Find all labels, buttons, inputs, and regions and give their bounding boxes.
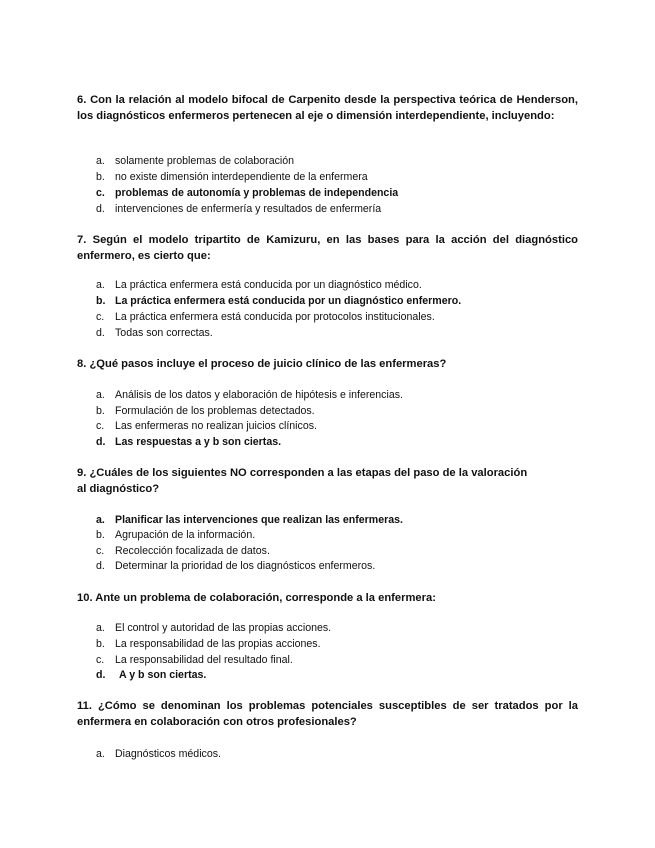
question-10 <box>77 590 578 606</box>
option-7c <box>96 309 435 325</box>
option-letter: a. <box>96 279 105 291</box>
option-text: Determinar la prioridad de los diagnósticos enfermeros. <box>115 560 376 572</box>
option-letter: b. <box>96 295 106 307</box>
option-text: solamente problemas de colaboración <box>115 155 295 167</box>
option-8b <box>96 403 315 419</box>
question-7 <box>77 232 578 264</box>
question-number: 7. <box>77 234 87 246</box>
option-8c <box>96 418 317 434</box>
option-text: Análisis de los datos y elaboración de hipótesis e inferencias. <box>115 389 403 401</box>
option-6c-answer <box>96 185 398 201</box>
question-text: ¿Cómo se denominan los problemas potenciales susceptibles de ser tratados por la enfermera en colaboración con otros profesionales? <box>77 700 579 728</box>
option-text: La responsabilidad del resultado final. <box>115 654 293 666</box>
option-7b-answer <box>96 293 461 309</box>
option-letter: c. <box>96 311 105 323</box>
question-text: Ante un problema de colaboración, corresponde a la enfermera: <box>95 592 436 604</box>
option-letter: c. <box>96 187 105 199</box>
option-text: Agrupación de la información. <box>115 529 256 541</box>
option-text: Todas son correctas. <box>115 327 213 339</box>
option-10b <box>96 636 321 652</box>
question-text: Según el modelo tripartito de Kamizuru, en las bases para la acción del diagnóstico enfermero, es cierto que: <box>77 234 578 262</box>
question-8 <box>77 356 578 372</box>
option-letter: a. <box>96 389 105 401</box>
option-letter: a. <box>96 155 105 167</box>
option-9a-answer <box>96 512 403 528</box>
question-text: Con la relación al modelo bifocal de Carpenito desde la perspectiva teórica de Henderson, los diagnósticos enfermeros pertenecen al eje o dimensión interdependiente, incluyendo: <box>77 94 578 122</box>
option-9c <box>96 543 270 559</box>
question-number: 8. <box>77 358 87 370</box>
option-6a <box>96 153 294 169</box>
question-text: ¿Qué pasos incluye el proceso de juicio clínico de las enfermeras? <box>89 358 447 370</box>
option-7d <box>96 325 213 341</box>
question-6 <box>77 92 578 124</box>
option-letter: d. <box>96 436 106 448</box>
option-text: La responsabilidad de las propias acciones. <box>115 638 321 650</box>
question-11 <box>77 698 578 730</box>
option-text: A y b son ciertas. <box>119 669 207 681</box>
question-text-line2: al diagnóstico? <box>77 483 160 495</box>
option-10a <box>96 620 331 636</box>
option-letter: b. <box>96 529 105 541</box>
option-text: La práctica enfermera está conducida por un diagnóstico médico. <box>115 279 422 291</box>
option-6d <box>96 201 381 217</box>
option-text: El control y autoridad de las propias acciones. <box>115 622 332 634</box>
option-text: Planificar las intervenciones que realizan las enfermeras. <box>115 514 403 526</box>
option-11a <box>96 746 221 762</box>
option-letter: b. <box>96 638 105 650</box>
question-number: 10. <box>77 592 93 604</box>
option-letter: d. <box>96 203 105 215</box>
option-letter: a. <box>96 514 105 526</box>
option-letter: a. <box>96 622 105 634</box>
option-10d-answer <box>96 667 206 683</box>
option-8a <box>96 387 403 403</box>
option-letter: a. <box>96 748 105 760</box>
option-letter: d. <box>96 669 106 681</box>
option-letter: c. <box>96 420 105 432</box>
option-9d <box>96 558 375 574</box>
option-text: problemas de autonomía y problemas de independencia <box>115 187 399 199</box>
option-letter: c. <box>96 654 105 666</box>
question-number: 11. <box>77 700 92 712</box>
question-9-line-1 <box>77 465 578 481</box>
option-text: La práctica enfermera está conducida por un diagnóstico enfermero. <box>115 295 462 307</box>
option-10c <box>96 652 293 668</box>
question-text-line1: ¿Cuáles de los siguientes NO corresponden a las etapas del paso de la valoración <box>89 467 528 479</box>
question-number: 6. <box>77 94 87 106</box>
option-letter: d. <box>96 327 105 339</box>
option-text: Las enfermeras no realizan juicios clínicos. <box>115 420 317 432</box>
option-8d-answer <box>96 434 281 450</box>
option-text: Formulación de los problemas detectados. <box>115 405 315 417</box>
option-6b <box>96 169 368 185</box>
option-letter: b. <box>96 405 105 417</box>
question-number: 9. <box>77 467 87 479</box>
option-letter: d. <box>96 560 105 572</box>
option-text: no existe dimensión interdependiente de la enfermera <box>115 171 368 183</box>
option-letter: b. <box>96 171 105 183</box>
question-9 <box>77 465 578 497</box>
option-text: La práctica enfermera está conducida por protocolos institucionales. <box>115 311 435 323</box>
option-9b <box>96 527 255 543</box>
option-text: intervenciones de enfermería y resultados de enfermería <box>115 203 382 215</box>
option-text: Recolección focalizada de datos. <box>115 545 270 557</box>
option-text: Diagnósticos médicos. <box>115 748 221 760</box>
option-7a <box>96 277 422 293</box>
option-letter: c. <box>96 545 105 557</box>
option-text: Las respuestas a y b son ciertas. <box>115 436 282 448</box>
